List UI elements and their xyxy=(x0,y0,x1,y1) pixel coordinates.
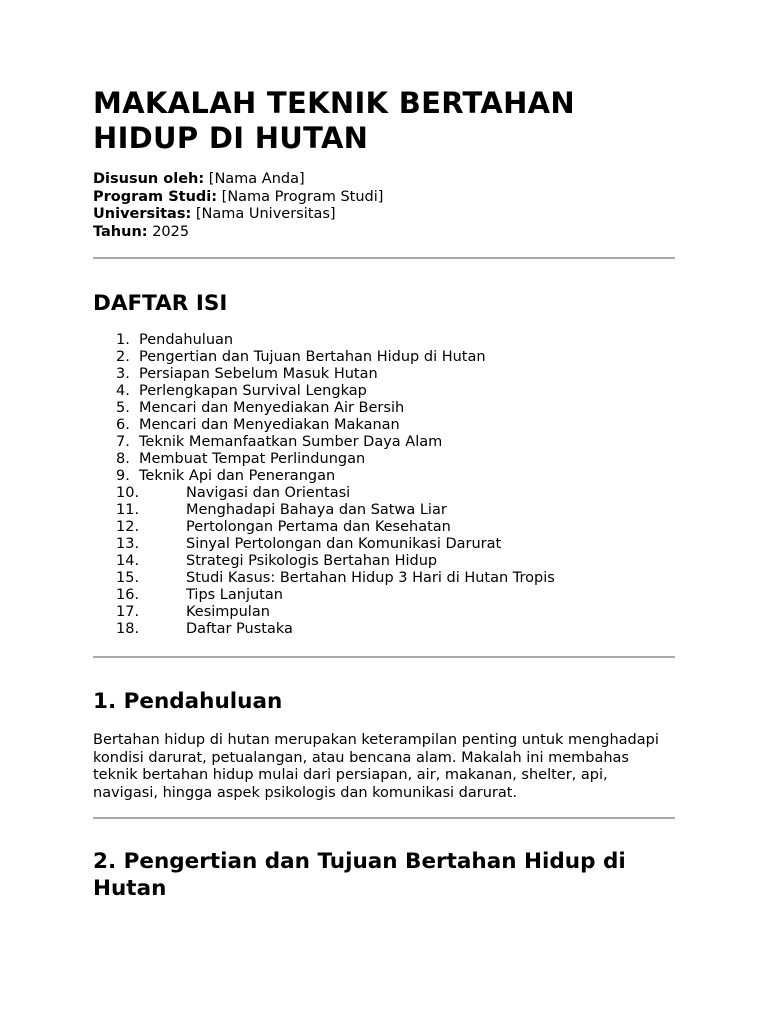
toc-item xyxy=(116,366,555,383)
toc-item xyxy=(116,485,555,502)
toc-item-text: Teknik Api dan Penerangan xyxy=(139,468,336,484)
meta-year xyxy=(93,224,383,242)
toc-item xyxy=(116,604,555,621)
toc-item-text: Sinyal Pertolongan dan Komunikasi Darurat xyxy=(186,536,502,552)
toc-item-text: Mencari dan Menyediakan Air Bersih xyxy=(139,400,405,416)
toc-item-number: 4. xyxy=(116,383,130,399)
toc-item-number: 16. xyxy=(116,587,140,603)
meta-author-value: [Nama Anda] xyxy=(208,171,305,187)
toc-item xyxy=(116,383,555,400)
toc-item-number: 7. xyxy=(116,434,130,450)
divider xyxy=(93,656,675,658)
meta-university-label: Universitas: xyxy=(93,206,192,222)
section-paragraph: Bertahan hidup di hutan merupakan keterampilan penting untuk menghadapi kondisi darurat, petualangan, atau bencana alam. Makalah ini membahas teknik bertahan hidup mulai dari persiapan, air, makanan, shelter, api, navigasi, hingga aspek psikologis dan komunikasi darurat. xyxy=(93,732,659,801)
toc-item-number: 8. xyxy=(116,451,130,467)
document-title: MAKALAH TEKNIK BERTAHAN HIDUP DI HUTAN xyxy=(93,86,576,155)
toc-item-text: Pendahuluan xyxy=(139,332,234,348)
toc-item xyxy=(116,570,555,587)
divider xyxy=(93,817,675,819)
toc-item-text: Tips Lanjutan xyxy=(186,587,283,603)
toc-item xyxy=(116,400,555,417)
toc-item-number: 12. xyxy=(116,519,140,535)
document-meta xyxy=(93,171,383,241)
toc-item-number: 18. xyxy=(116,621,140,637)
toc-item-number: 15. xyxy=(116,570,140,586)
toc-item-number: 5. xyxy=(116,400,130,416)
section-heading: 2. Pengertian dan Tujuan Bertahan Hidup di Hutan xyxy=(93,849,626,901)
meta-program-value: [Nama Program Studi] xyxy=(221,188,384,205)
toc-item-number: 14. xyxy=(116,553,140,569)
divider xyxy=(93,257,675,259)
meta-university-value: [Nama Universitas] xyxy=(195,206,336,222)
meta-year-value: 2025 xyxy=(152,223,190,240)
toc-heading: DAFTAR ISI xyxy=(93,291,228,316)
toc-item xyxy=(116,468,555,485)
toc-item-number: 6. xyxy=(116,417,130,433)
toc-item xyxy=(116,536,555,553)
section-heading: 1. Pendahuluan xyxy=(93,689,283,714)
toc-item xyxy=(116,332,555,349)
toc-item xyxy=(116,502,555,519)
toc-item-number: 9. xyxy=(116,468,130,484)
toc-item-number: 13. xyxy=(116,536,140,552)
toc-item-text: Menghadapi Bahaya dan Satwa Liar xyxy=(186,502,447,518)
toc-item xyxy=(116,349,555,366)
toc-item xyxy=(116,417,555,434)
toc-item-text: Kesimpulan xyxy=(186,604,270,620)
toc-item-text: Pengertian dan Tujuan Bertahan Hidup di Hutan xyxy=(139,349,486,365)
toc-item-number: 1. xyxy=(116,332,130,348)
toc-item-text: Daftar Pustaka xyxy=(186,621,293,637)
toc-item xyxy=(116,553,555,570)
toc-item-text: Persiapan Sebelum Masuk Hutan xyxy=(139,366,378,382)
toc-item-text: Studi Kasus: Bertahan Hidup 3 Hari di Hutan Tropis xyxy=(186,570,555,586)
meta-university xyxy=(93,206,383,224)
toc-item-number: 11. xyxy=(116,502,140,518)
toc-item-text: Pertolongan Pertama dan Kesehatan xyxy=(186,519,451,535)
meta-author-label: Disusun oleh: xyxy=(93,171,205,187)
meta-program-label: Program Studi: xyxy=(93,188,218,205)
toc-item-number: 17. xyxy=(116,604,140,620)
toc-item-text: Navigasi dan Orientasi xyxy=(186,485,351,501)
toc-item-number: 10. xyxy=(116,485,140,501)
meta-author xyxy=(93,171,383,189)
toc-item-text: Membuat Tempat Perlindungan xyxy=(139,451,366,467)
toc-item-text: Teknik Memanfaatkan Sumber Daya Alam xyxy=(139,434,443,450)
toc-item xyxy=(116,519,555,536)
toc-item xyxy=(116,621,555,638)
table-of-contents xyxy=(116,332,555,638)
toc-item-text: Mencari dan Menyediakan Makanan xyxy=(139,417,400,433)
toc-item-text: Perlengkapan Survival Lengkap xyxy=(139,383,367,399)
meta-year-label: Tahun: xyxy=(93,223,148,240)
toc-item xyxy=(116,587,555,604)
toc-item xyxy=(116,451,555,468)
toc-item-text: Strategi Psikologis Bertahan Hidup xyxy=(186,553,438,569)
toc-item xyxy=(116,434,555,451)
toc-item-number: 3. xyxy=(116,366,130,382)
meta-program xyxy=(93,189,383,207)
toc-item-number: 2. xyxy=(116,349,130,365)
